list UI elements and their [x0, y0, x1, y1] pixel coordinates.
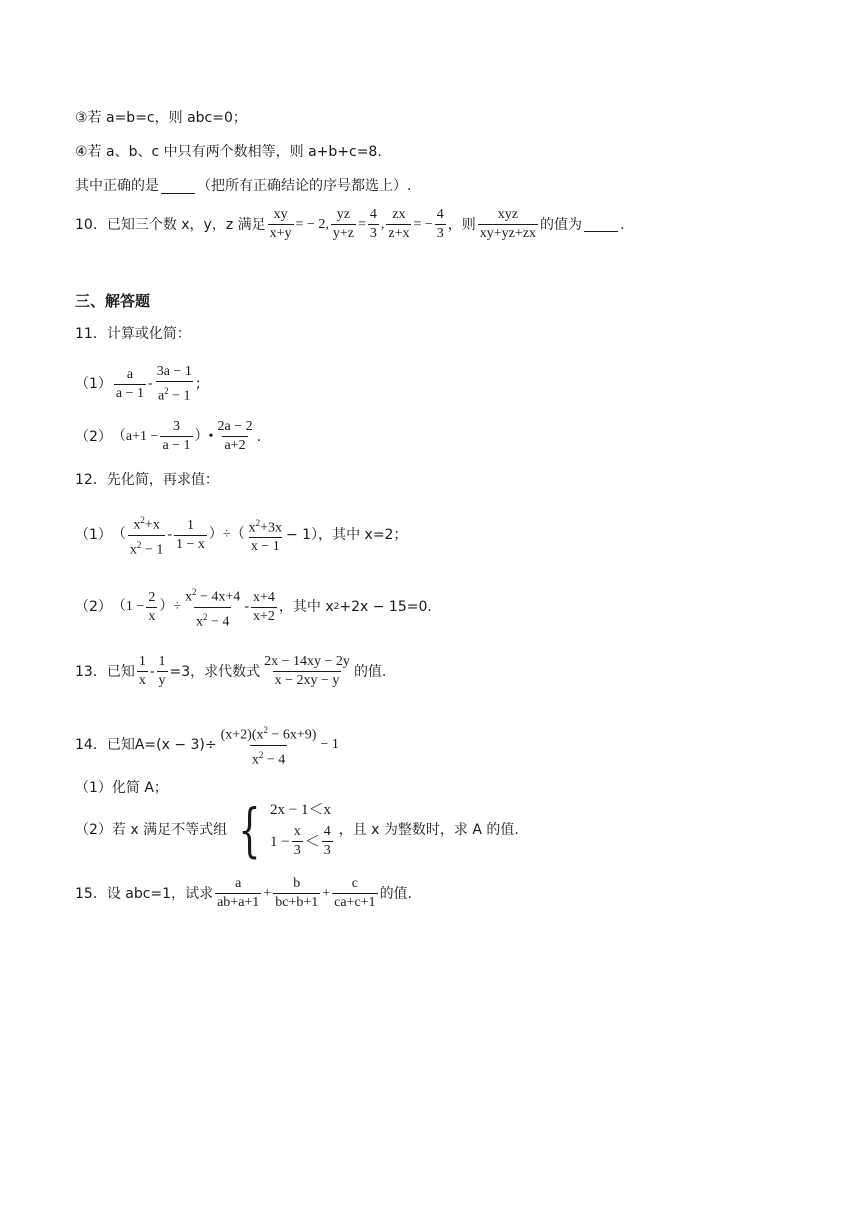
q12-p1-f1d-sup: 2 — [136, 539, 142, 550]
q15-op-1: + — [263, 885, 272, 901]
q10-frac-1-num: xy — [273, 207, 288, 222]
q12-p1-frac-1-den — [128, 535, 165, 559]
q10-blank — [584, 217, 618, 232]
question-12-title — [75, 470, 219, 490]
q12-p2-mid: ）÷ — [159, 599, 182, 615]
q13-frac-2-num: 1 — [158, 654, 166, 669]
q11-title-text: 11．计算或化简： — [75, 326, 191, 342]
q11-p1-frac-1-den: a − 1 — [115, 385, 145, 401]
q12-p1-frac-3-den: x − 1 — [250, 539, 280, 555]
statement-answer — [75, 176, 411, 196]
q10-frac-1 — [268, 207, 294, 242]
ineq2-frac-1-den: 3 — [293, 843, 301, 858]
q14-fn-pre: (x+2)(x — [220, 727, 264, 743]
question-12-part-1 — [75, 512, 407, 558]
ineq2-frac-1 — [292, 824, 303, 859]
q14-fn-sup: 2 — [263, 725, 268, 735]
q12-p2-frac-1-num: 2 — [148, 589, 156, 605]
q12-p2-frac-2-num — [183, 584, 242, 607]
q12-p2-frac-1 — [146, 590, 157, 625]
inequality-system — [231, 795, 335, 864]
ineq2-frac-2-num: 4 — [323, 824, 331, 839]
q11-p2-frac-1-num: 3 — [172, 419, 180, 434]
ineq2-frac-2 — [322, 824, 333, 859]
q12-p1-f3n-post: +3x — [260, 520, 282, 536]
q11-p2-pre: （a+1 − — [111, 428, 159, 444]
q13-frac-1 — [137, 654, 148, 689]
question-11-part-2 — [75, 419, 261, 454]
q12-p2-f2n-sup: 2 — [192, 587, 197, 597]
q10-frac-1-den: x+y — [269, 226, 292, 241]
q11-p1-frac-1-num: a — [126, 366, 134, 382]
q15-frac-3-num: c — [351, 876, 358, 891]
q13-frac-3-num: 2x − 14xy − 2y — [264, 654, 350, 669]
inequality-row-1: 2x − 1＜x — [270, 802, 331, 818]
q12-p1-open: （ — [111, 527, 126, 543]
q12-p1-f3n-pre: x — [248, 520, 256, 536]
q13-frac-2 — [157, 654, 168, 689]
q15-frac-1 — [215, 876, 261, 911]
q11-p1-frac-2 — [155, 364, 194, 405]
q11-p2-frac-2-den: a+2 — [224, 438, 246, 453]
q12-p1-frac-2 — [174, 518, 207, 553]
q11-p1-end: ; — [195, 376, 201, 393]
q10-prefix: 10．已知三个数 x，y，z 满足 — [75, 216, 266, 233]
q13-mid: =3，求代数式 — [169, 663, 261, 680]
q10-frac-2-num: yz — [336, 207, 350, 222]
q14-fd-sup: 2 — [258, 749, 264, 760]
q14-frac-den — [250, 745, 287, 769]
q14-fd-post: − 4 — [263, 752, 286, 768]
q11-p1-frac-2-num: 3a − 1 — [156, 364, 192, 379]
inequality-row-2 — [270, 824, 335, 859]
q12-title-text: 12．先化简，再求值： — [75, 472, 219, 488]
q10-eq-3: = − — [413, 216, 433, 232]
q11-p2-frac-1 — [160, 419, 192, 454]
q10-frac-2v-num: 4 — [369, 207, 377, 222]
question-12-part-2 — [75, 584, 432, 630]
question-14-part-1 — [75, 778, 168, 798]
q14-frac-num — [219, 722, 319, 745]
q10-suffix: 的值为 — [539, 216, 582, 233]
q14-prefix: 14．已知A=(x − 3)÷ — [75, 737, 217, 754]
q11-p1-label: （1） — [75, 376, 112, 393]
statement-3 — [75, 108, 247, 128]
q10-frac-3v — [435, 207, 446, 242]
question-15 — [75, 876, 412, 911]
ineq2-frac-1-num: x — [293, 824, 301, 839]
q11-p2-frac-1-den: a − 1 — [162, 438, 191, 453]
ineq2-pre: 1 − — [270, 833, 290, 850]
q11-p2-label: （2） — [75, 428, 112, 445]
q10-frac-2 — [331, 207, 356, 242]
q12-p1-frac-2-num: 1 — [186, 517, 194, 533]
question-11-title — [75, 324, 191, 344]
statement-3-text: ③若 a=b=c，则 abc=0； — [75, 110, 247, 126]
question-14 — [75, 722, 339, 768]
q10-eq-1: = − 2, — [295, 216, 329, 232]
q11-p1-f2d-sup: 2 — [164, 386, 169, 396]
q13-prefix: 13．已知 — [75, 663, 135, 680]
q12-p1-frac-1 — [128, 512, 165, 558]
q12-p1-mid: ）÷（ — [208, 527, 245, 543]
q12-p1-label: （1） — [75, 527, 112, 544]
q15-frac-1-den: ab+a+1 — [217, 895, 260, 910]
q12-p1-f1d-pre: x — [129, 542, 137, 558]
question-11-part-1 — [75, 364, 201, 405]
q13-frac-2-den: y — [158, 673, 166, 688]
q12-p2-f2n-post: − 4x+4 — [196, 589, 241, 605]
q12-p1-frac-2-den: 1 − x — [176, 536, 205, 552]
q15-op-2: + — [322, 885, 331, 901]
q10-frac-3 — [386, 207, 411, 242]
q12-p1-close: − 1），其中 x=2； — [286, 527, 408, 544]
q14-p2-suffix: ，且 x 为整数时，求 A 的值. — [338, 821, 519, 838]
question-13 — [75, 654, 386, 689]
q12-p2-f2d-sup: 2 — [202, 611, 208, 622]
q10-eq-2: = — [357, 216, 366, 232]
q10-frac-4 — [478, 207, 538, 242]
q12-p2-post-pre: ，其中 x — [278, 599, 334, 616]
q12-p2-op: - — [244, 599, 249, 615]
q14-p1-text: （1）化简 A； — [75, 780, 168, 796]
q13-suffix: 的值. — [353, 663, 387, 680]
answer-prefix: 其中正确的是 — [75, 178, 159, 194]
q14-suffix: − 1 — [320, 737, 339, 753]
section-title: 三、解答题 — [75, 292, 151, 310]
q10-frac-2-den: y+z — [332, 226, 354, 241]
q12-p2-post-post: +2x − 15=0. — [339, 599, 432, 616]
q15-frac-2 — [273, 876, 320, 911]
q13-op: - — [149, 663, 155, 679]
q12-p2-f2n-pre: x — [185, 589, 193, 605]
q12-p2-f2d-pre: x — [195, 614, 203, 630]
q12-p2-frac-2-den — [194, 607, 231, 631]
inequality-rows — [270, 800, 335, 859]
q12-p1-f1n-pre: x — [133, 517, 141, 533]
q15-suffix: 的值. — [379, 885, 413, 902]
q12-p2-frac-3-den: x+2 — [252, 608, 275, 624]
q12-p1-f1d-post: − 1 — [141, 542, 164, 558]
q15-frac-3-den: ca+c+1 — [334, 895, 376, 910]
q10-frac-2v — [368, 207, 379, 242]
q10-frac-2v-den: 3 — [369, 226, 377, 241]
q15-frac-2-den: bc+b+1 — [275, 895, 319, 910]
q11-p1-frac-1 — [114, 367, 146, 402]
q14-p2-prefix: （2）若 x 满足不等式组 — [75, 821, 228, 838]
q15-frac-3 — [332, 876, 377, 911]
q13-frac-3-den: x − 2xy − y — [274, 673, 340, 688]
q14-fn-post: − 6x+9) — [268, 727, 317, 743]
q12-p2-frac-1-den: x — [148, 608, 156, 624]
q11-p2-frac-2 — [215, 419, 254, 454]
q12-p1-op: - — [167, 527, 172, 543]
statement-4-text: ④若 a、b、c 中只有两个数相等，则 a+b+c=8. — [75, 144, 382, 160]
q13-frac-1-num: 1 — [138, 654, 146, 669]
q14-frac — [219, 722, 319, 768]
q11-p2-end: . — [256, 428, 262, 445]
question-14-part-2 — [75, 795, 519, 864]
left-brace-icon: { — [238, 795, 261, 864]
q12-p2-frac-3 — [251, 590, 277, 625]
q12-p2-post-sup: 2 — [333, 602, 340, 613]
q15-prefix: 15．设 abc=1，试求 — [75, 885, 214, 902]
q11-p1-op: - — [148, 376, 153, 392]
q15-frac-1-num: a — [235, 876, 242, 891]
q10-end: . — [619, 216, 625, 233]
q10-frac-3v-den: 3 — [436, 226, 444, 241]
ineq2-mid: ＜ — [304, 833, 320, 850]
q10-frac-4-den: xy+yz+zx — [479, 226, 536, 241]
q12-p2-label: （2） — [75, 599, 112, 616]
q10-frac-3-den: z+x — [388, 226, 410, 241]
q13-frac-3 — [262, 654, 352, 689]
q11-p2-mid: ）• — [194, 428, 214, 444]
q10-frac-3v-num: 4 — [436, 207, 444, 222]
q15-frac-2-num: b — [293, 876, 301, 891]
q12-p1-f1n-post: +x — [144, 517, 160, 533]
q12-p1-f3n-sup: 2 — [255, 517, 261, 528]
q12-p2-frac-3-num: x+4 — [252, 589, 275, 605]
q11-p1-frac-2-den — [156, 381, 193, 405]
q12-p1-frac-1-num — [131, 512, 161, 535]
q12-p2-open: （1 − — [111, 599, 145, 615]
q11-p2-frac-2-num: 2a − 2 — [217, 419, 253, 434]
q10-frac-4-num: xyz — [497, 207, 518, 222]
answer-blank — [161, 179, 195, 194]
q12-p2-frac-2 — [183, 584, 242, 630]
q12-p1-f1n-sup: 2 — [140, 515, 145, 525]
q10-frac-3-num: zx — [392, 207, 406, 222]
statement-4 — [75, 142, 382, 162]
q12-p1-frac-3-num — [247, 515, 284, 538]
q10-sep-2: , — [380, 216, 385, 232]
q11-p1-f2d-pre: a — [157, 388, 165, 404]
q14-fd-pre: x — [251, 752, 259, 768]
q11-p1-f2d-post: − 1 — [168, 388, 191, 404]
q12-p1-frac-3 — [247, 515, 284, 556]
question-10 — [75, 207, 624, 242]
q13-frac-1-den: x — [138, 673, 146, 688]
answer-suffix: （把所有正确结论的序号都选上）. — [197, 178, 412, 194]
ineq2-frac-2-den: 3 — [323, 843, 331, 858]
q10-sep-3: ，则 — [447, 216, 476, 233]
q12-p2-f2d-post: − 4 — [207, 614, 230, 630]
